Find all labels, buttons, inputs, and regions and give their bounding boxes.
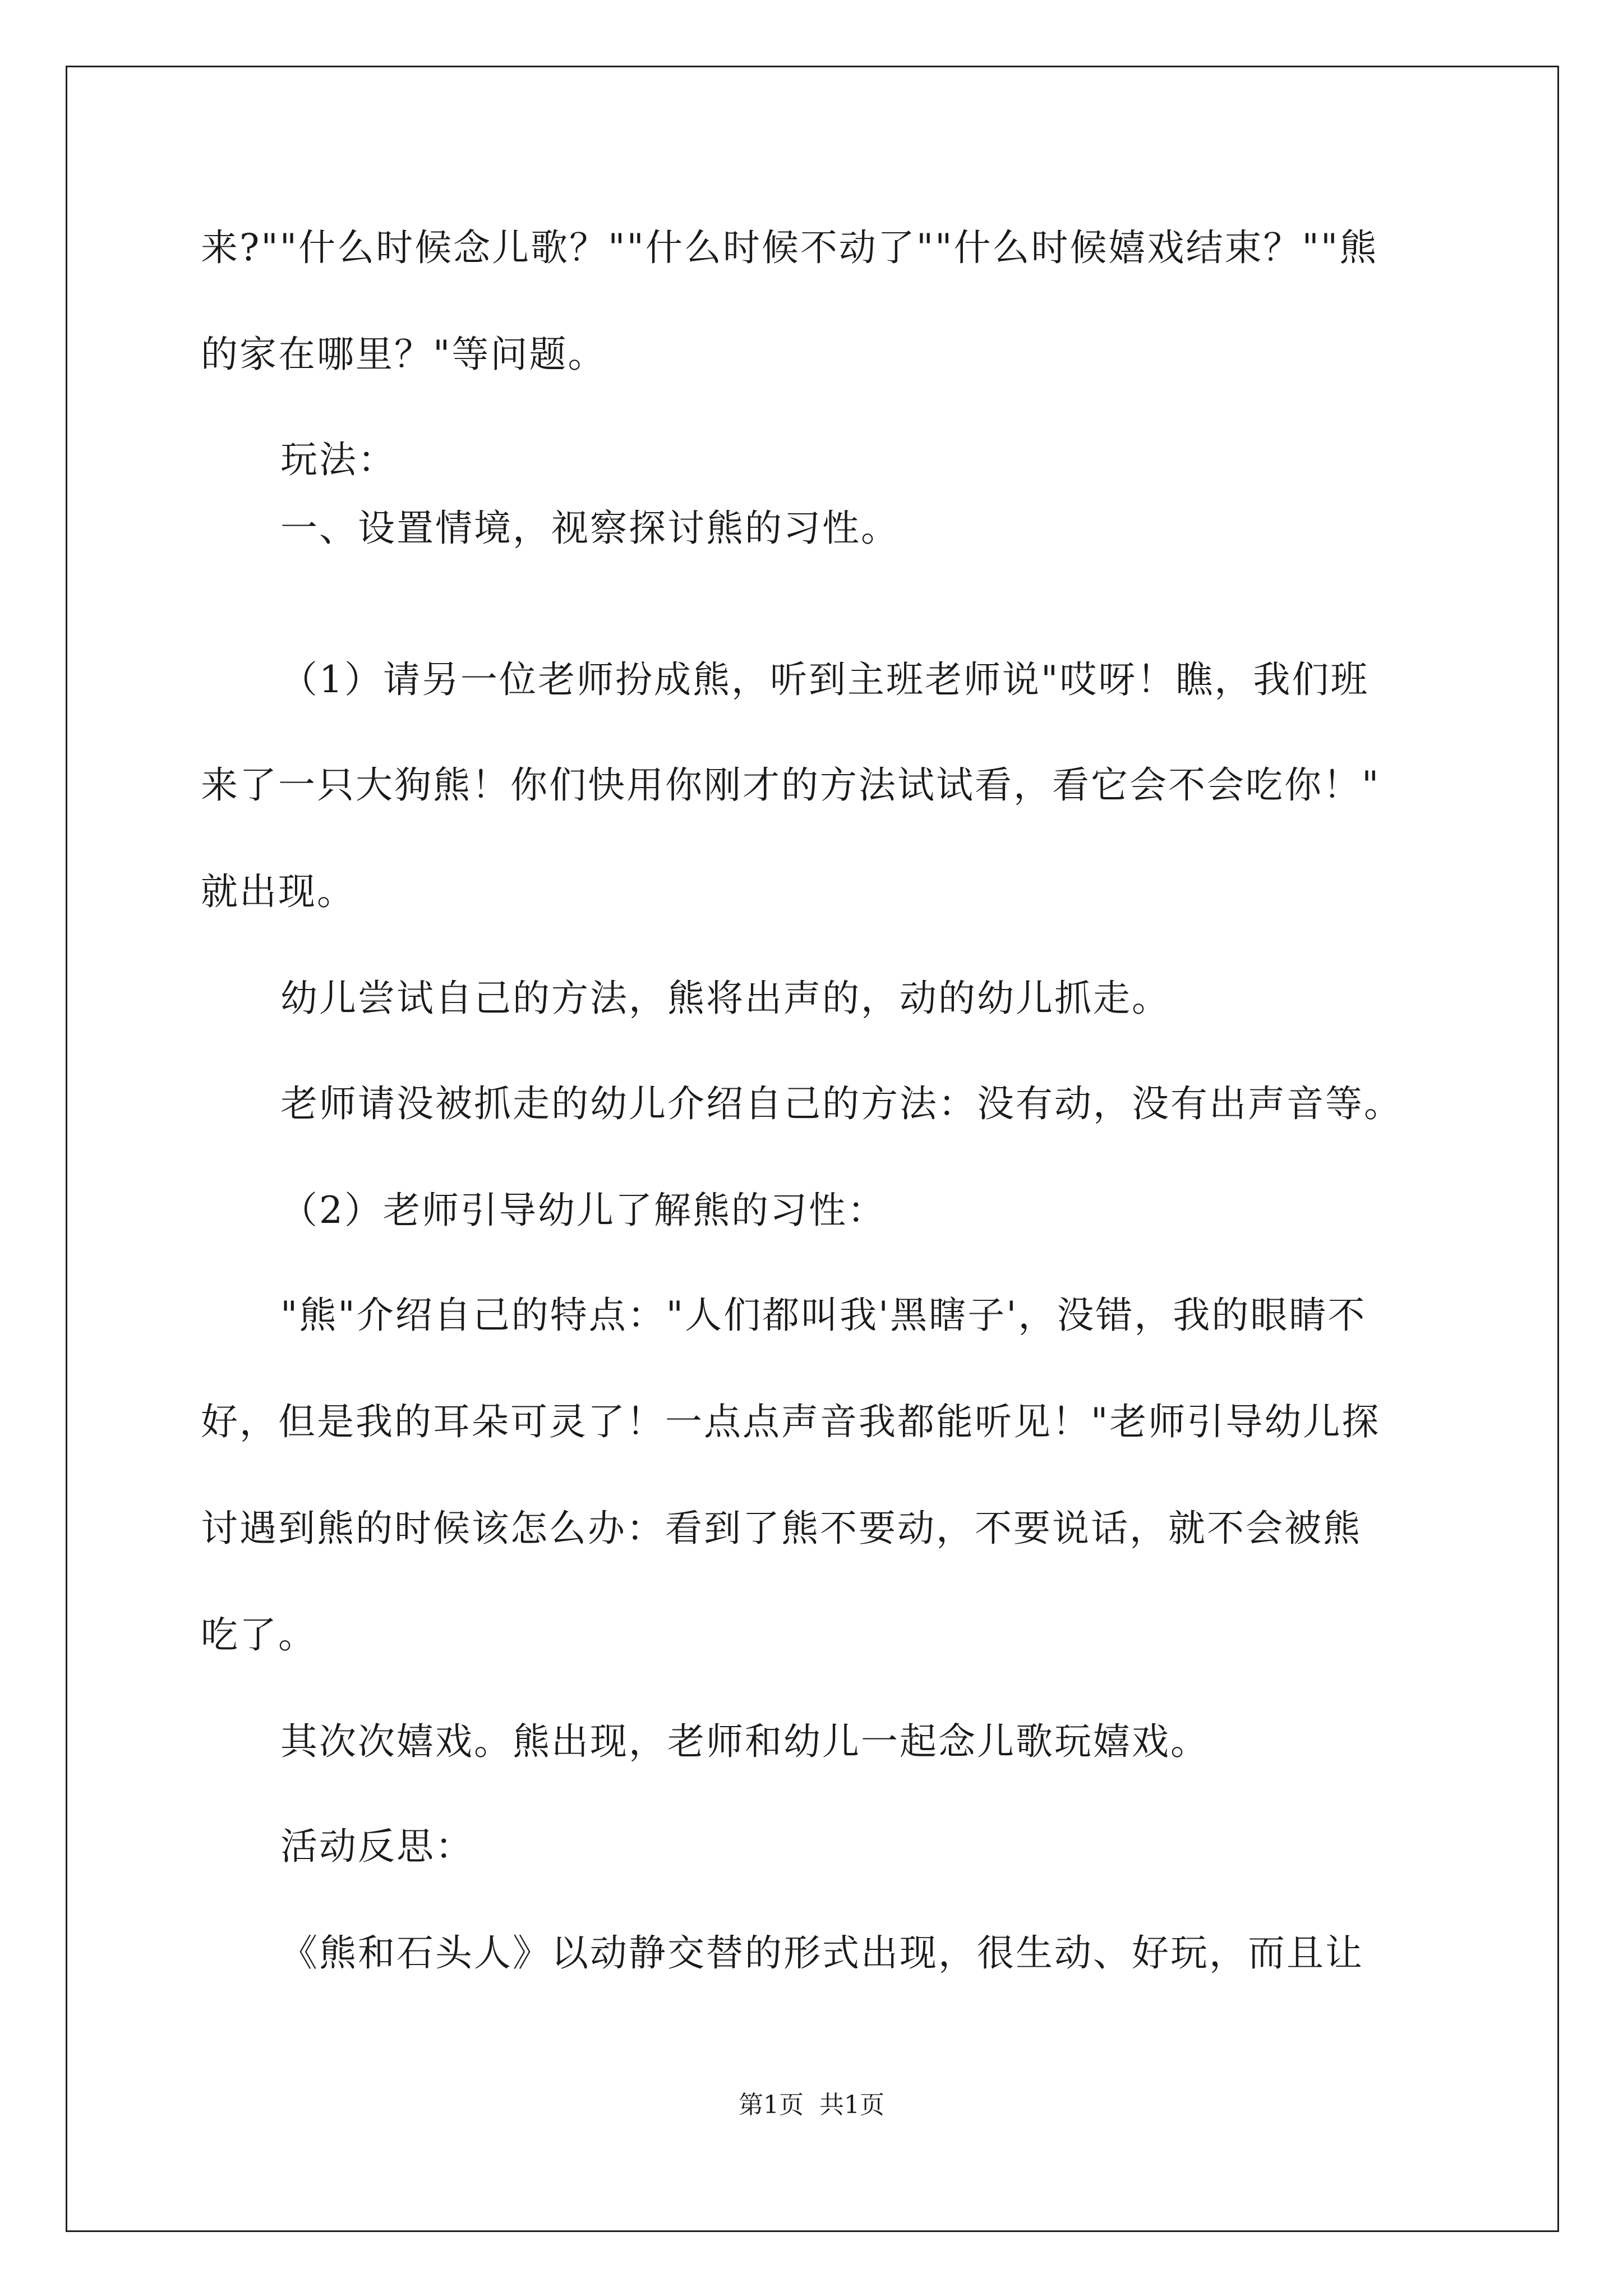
- text-line: 《熊和石头人》以动静交替的形式出现，很生动、好玩，而且让: [280, 1931, 1364, 1975]
- text-line: 的家在哪里？"等问题。: [201, 333, 607, 376]
- text-line: （1）请另一位老师扮成熊，听到主班老师说"哎呀！瞧，我们班: [280, 658, 1370, 701]
- text-line: 吃了。: [201, 1613, 317, 1657]
- text-line: 讨遇到熊的时候该怎么办：看到了熊不要动，不要说话，就不会被熊: [201, 1507, 1362, 1550]
- text-line: 来了一只大狗熊！你们快用你刚才的方法试试看，看它会不会吃你！": [201, 763, 1381, 807]
- text-line: 其次次嬉戏。熊出现，老师和幼儿一起念儿歌玩嬉戏。: [280, 1720, 1209, 1763]
- text-line: 老师请没被抓走的幼儿介绍自己的方法：没有动，没有出声音等。: [280, 1082, 1403, 1125]
- text-line: （2）老师引导幼儿了解熊的习性：: [280, 1189, 886, 1232]
- text-line: 幼儿尝试自己的方法，熊将出声的，动的幼儿抓走。: [280, 977, 1170, 1020]
- text-line: 来?""什么时候念儿歌？""什么时候不动了""什么时候嬉戏结束？""熊: [201, 226, 1378, 269]
- page-footer: 第1页 共1页: [739, 2091, 884, 2119]
- text-line: "熊"介绍自己的特点："人们都叫我'黑瞎子'，没错，我的眼睛不: [280, 1294, 1367, 1337]
- section-heading: 一、设置情境，视察探讨熊的习性。: [280, 507, 900, 550]
- page-border: [66, 66, 1559, 2232]
- section-heading: 玩法：: [280, 438, 396, 481]
- section-heading: 活动反思：: [280, 1825, 474, 1868]
- text-line: 就出现。: [201, 870, 356, 913]
- text-line: 好，但是我的耳朵可灵了！一点点声音我都能听见！"老师引导幼儿探: [201, 1400, 1381, 1443]
